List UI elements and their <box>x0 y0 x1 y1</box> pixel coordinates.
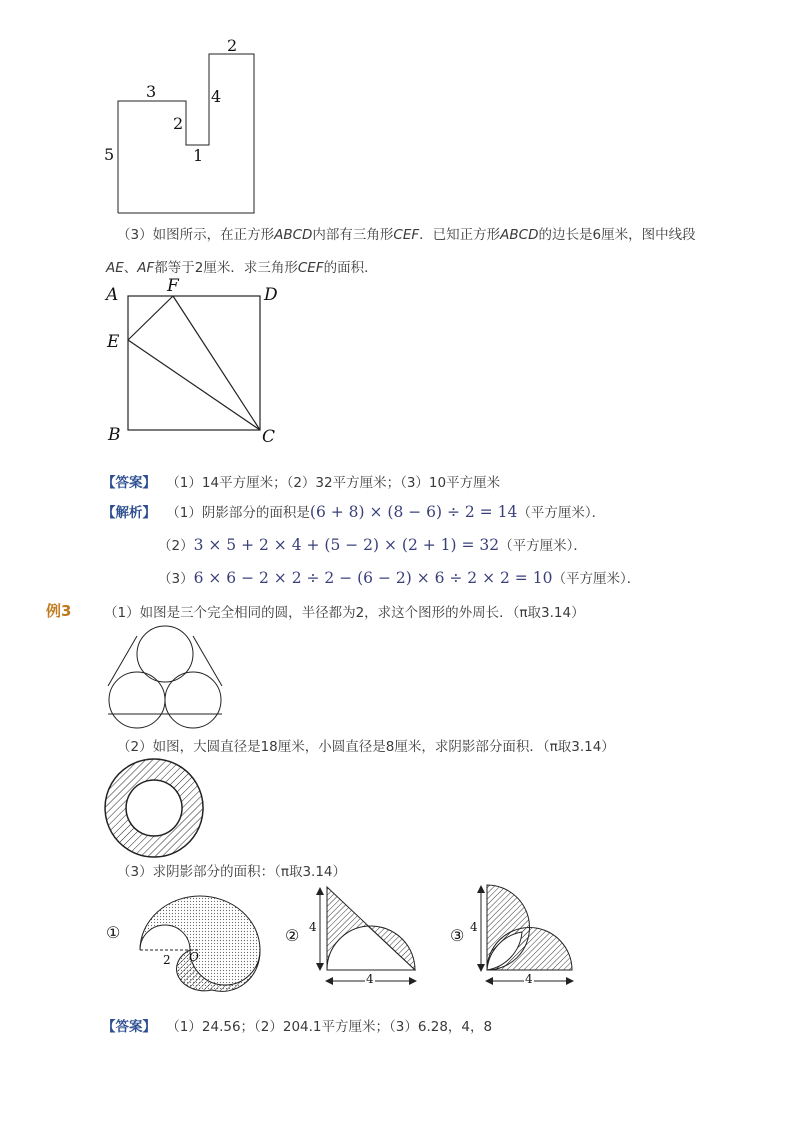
fig-3-circled-number: ③ <box>450 926 465 945</box>
fig1-label-left-height: 5 <box>104 145 115 164</box>
fig1-label-left-width: 3 <box>146 82 157 101</box>
label-e: E <box>107 332 120 352</box>
fig1-label-top-width: 2 <box>227 36 238 55</box>
label-a: A <box>106 285 119 305</box>
example3-q3: （3）求阴影部分的面积：（π取3.14） <box>117 864 347 880</box>
label-c: C <box>262 427 276 447</box>
fig1-label-notch-height: 2 <box>173 114 184 133</box>
label-d: D <box>264 285 278 305</box>
analysis-l3-expr: 6 × 6 − 2 × 2 ÷ 2 − (6 − 2) × 6 ÷ 2 × 2 = 10 <box>193 569 553 587</box>
analysis-l3-suffix: （平方厘米）． <box>552 571 641 587</box>
fig-1-circled-number: ① <box>106 923 121 942</box>
answer1-tag: 【答案】 <box>102 475 156 491</box>
q3-l1-suffix: 的边长是6厘米，图中线段 <box>538 227 696 243</box>
example3-q1: （1）如图是三个完全相同的圆，半径都为2，求这个图形的外周长．（π取3.14） <box>104 605 585 621</box>
fig-3-side-label: 4 <box>470 920 478 934</box>
label-f: F <box>167 276 179 296</box>
q3-l1-cef: CEF <box>393 227 420 243</box>
q3-l2-af: AF <box>137 260 155 276</box>
q3-l2-sep: 、 <box>123 260 138 276</box>
analysis-l1-suffix: （平方厘米）． <box>517 505 606 521</box>
analysis-l2-suffix: （平方厘米）． <box>499 538 587 554</box>
example3-q2: （2）如图，大圆直径是18厘米，小圆直径是8厘米，求阴影部分面积．（π取3.14） <box>117 739 615 755</box>
analysis-l1-expr: (6 + 8) × (8 − 6) ÷ 2 = 14 <box>309 503 518 521</box>
fig1-label-notch-width: 1 <box>193 146 204 165</box>
q3-l2-cef: CEF <box>297 260 324 276</box>
fig-2-base-label: 4 <box>366 972 374 986</box>
q3-l2-mid: 都等于2厘米．求三角形 <box>154 260 298 276</box>
fig-1-length-label: 2 <box>163 953 171 967</box>
q3-l1-prefix: （3）如图所示，在正方形 <box>117 227 275 243</box>
answer2-tag: 【答案】 <box>102 1019 156 1035</box>
answer2-text: （1）24.56；（2）204.1平方厘米；（3）6.28，4，8 <box>166 1019 493 1035</box>
q3-l1-mid2: ．已知正方形 <box>419 227 501 243</box>
analysis-l2-expr: 3 × 5 + 2 × 4 + (5 − 2) × (2 + 1) = 32 <box>193 536 500 554</box>
q3-l2-suffix: 的面积． <box>323 260 378 276</box>
fig-1-center-label: O <box>189 950 199 964</box>
label-b: B <box>108 425 121 445</box>
answer1-text: （1）14平方厘米；（2）32平方厘米；（3）10平方厘米 <box>166 475 501 491</box>
q3-l1-abcd: ABCD <box>274 227 313 243</box>
analysis-tag: 【解析】 <box>102 505 156 521</box>
answer2 <box>102 1015 492 1035</box>
q3-l1-mid: 内部有三角形 <box>312 227 394 243</box>
fig-3-base-label: 4 <box>525 972 533 986</box>
fig-2-circled-number: ② <box>285 926 300 945</box>
analysis-l1-prefix: （1）阴影部分的面积是 <box>166 505 310 521</box>
q3-l1-abcd2: ABCD <box>500 227 539 243</box>
example3-tag: 例3 <box>46 602 72 620</box>
fig-2-side-label: 4 <box>309 920 317 934</box>
analysis-l3-prefix: （3） <box>158 571 194 587</box>
fig1-label-right-height: 4 <box>211 87 222 106</box>
analysis-l2-prefix: （2） <box>158 538 194 554</box>
q3-l2-ae: AE <box>106 260 124 276</box>
